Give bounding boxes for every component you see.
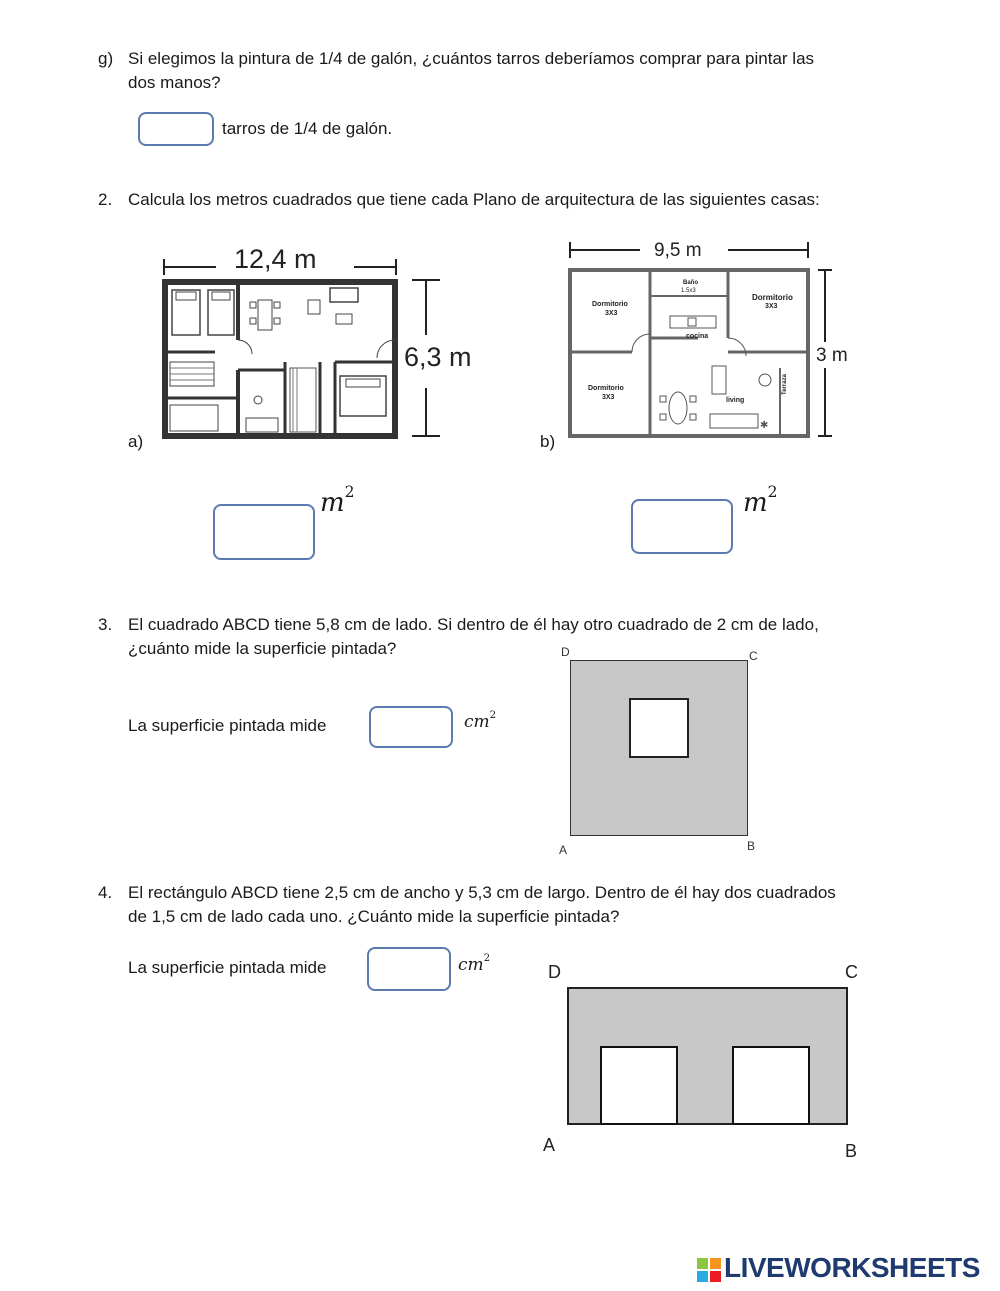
question-g-marker: g) [98, 49, 114, 68]
plan-b-room-dorm3: Dormitorio [588, 385, 624, 392]
question-4-answer-prefix: La superficie pintada mide [128, 958, 327, 977]
plan-b-room-dorm2: Dormitorio [752, 293, 793, 302]
floor-plan-b [560, 238, 860, 448]
question-4-text-line1: El rectángulo ABCD tiene 2,5 cm de ancho y 5,3 cm de largo. Dentro de él hay dos cuadrados [128, 883, 836, 902]
question-3-unit: $cm^2$ [464, 709, 497, 732]
plan-a-width-label: 12,4 m [234, 244, 317, 274]
plan-b-height-label: 3 m [816, 345, 848, 366]
inner-square [629, 698, 689, 758]
plan-b-label: b) [540, 432, 556, 451]
plan-b-room-cocina: cocina [686, 333, 709, 340]
plan-b-answer-input[interactable] [631, 499, 733, 554]
question-3-answer-prefix: La superficie pintada mide [128, 716, 327, 735]
question-g-answer-suffix: tarros de 1/4 de galón. [222, 119, 393, 138]
question-4-unit: $cm^2$ [458, 952, 491, 975]
question-3-marker: 3. [98, 615, 113, 634]
rectangle-vertex-b: B [845, 1141, 858, 1161]
plan-b-room-dorm2-size: 3X3 [765, 303, 778, 310]
question-g-text-line1: Si elegimos la pintura de 1/4 de galón, ¿cuántos tarros deberíamos comprar para pintar las [128, 49, 815, 68]
inner-square-right [732, 1046, 810, 1125]
floor-plan-a [150, 240, 510, 450]
plan-b-room-dorm1: Dormitorio [592, 301, 628, 308]
question-4-answer-input[interactable] [367, 947, 451, 991]
plan-b-room-bano: Baño [683, 280, 698, 286]
question-3-text-line1: El cuadrado ABCD tiene 5,8 cm de lado. Si dentro de él hay otro cuadrado de 2 cm de lado, [128, 615, 819, 634]
plan-b-unit: $m^2$ [743, 482, 778, 518]
plan-a-unit: $m^2$ [320, 482, 355, 518]
square-abcd [570, 660, 748, 836]
question-2-text: Calcula los metros cuadrados que tiene cada Plano de arquitectura de las siguientes casas: [128, 190, 820, 209]
plan-b-room-living: living [726, 397, 745, 404]
rectangle-vertex-a: A [543, 1135, 556, 1155]
plan-b-room-dorm1-size: 3X3 [605, 310, 618, 317]
question-g-answer-input[interactable] [138, 112, 214, 146]
liveworksheets-logo-icon [697, 1258, 721, 1282]
plan-b-room-bano-size: 1.5x3 [681, 288, 696, 294]
square-vertex-a: A [559, 843, 568, 857]
question-2-marker: 2. [98, 190, 113, 209]
plan-b-room-dorm3-size: 3X3 [602, 394, 615, 401]
rectangle-vertex-d: D [548, 962, 561, 982]
svg-text:✱: ✱ [760, 420, 769, 431]
question-3-text-line2: ¿cuánto mide la superficie pintada? [128, 639, 397, 658]
inner-square-left [600, 1046, 678, 1125]
plan-b-width-label: 9,5 m [654, 240, 702, 261]
liveworksheets-logo-text: LIVEWORKSHEETS [724, 1252, 980, 1283]
rectangle-abcd [567, 987, 848, 1125]
square-vertex-c: C [749, 649, 758, 663]
question-3-answer-input[interactable] [369, 706, 453, 748]
plan-a-height-label: 6,3 m [404, 342, 472, 372]
rectangle-vertex-c: C [845, 962, 858, 982]
plan-a-answer-input[interactable] [213, 504, 315, 560]
question-4-text-line2: de 1,5 cm de lado cada uno. ¿Cuánto mide la superficie pintada? [128, 907, 620, 926]
plan-b-room-terraza: Terraza [782, 374, 788, 395]
floor-plan-b-drawing [560, 238, 860, 448]
plan-a-label: a) [128, 432, 144, 451]
question-4-marker: 4. [98, 883, 113, 902]
square-vertex-b: B [747, 839, 756, 853]
square-vertex-d: D [561, 645, 570, 659]
question-g-text-line2: dos manos? [128, 73, 221, 92]
